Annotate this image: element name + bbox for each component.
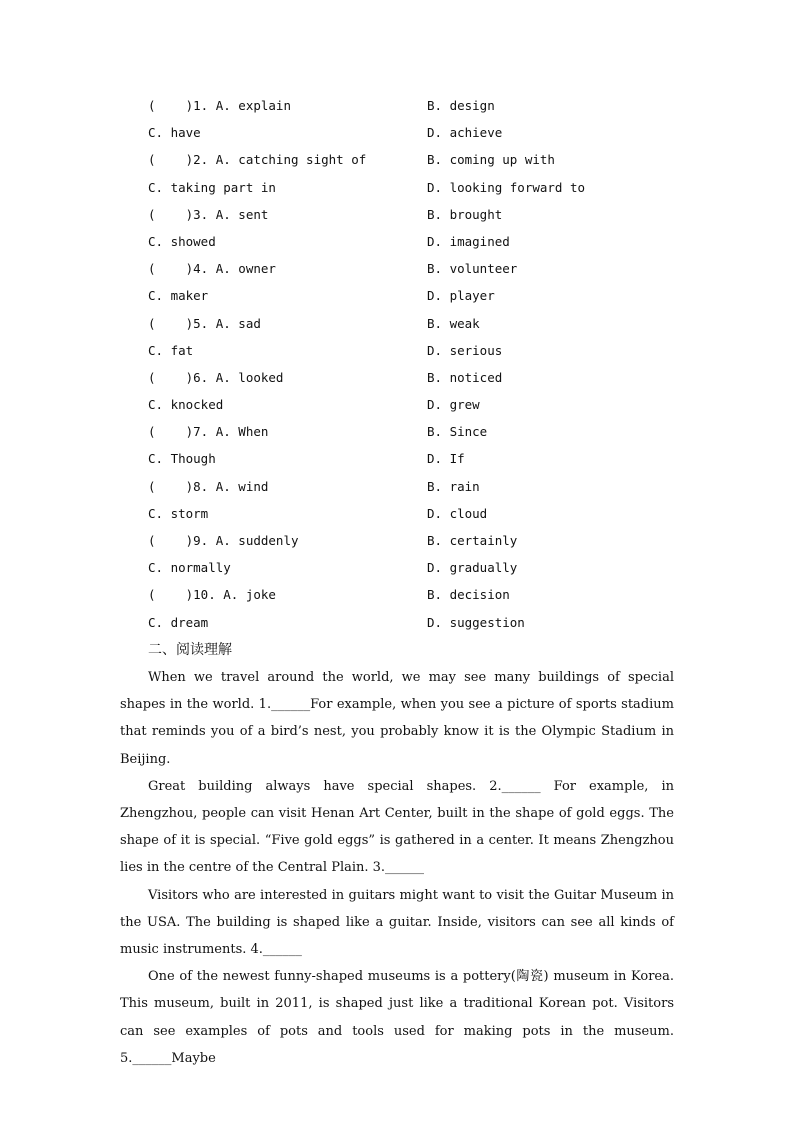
option-c: C. normally — [148, 560, 231, 576]
option-c: C. Though — [148, 451, 216, 467]
question-stem: ( )8. A. wind — [148, 478, 269, 494]
paragraph: One of the newest funny-shaped museums is a pottery(陶瓷) museum in Korea. This museum, built in 2011, is shaped just like a traditional Korean pot. Visitors can see examples of pots and tools used for making pots in the museum. 5.______Maybe — [120, 969, 675, 1066]
option-b: B. noticed — [427, 369, 503, 385]
question-stem: ( )3. A. sent — [148, 206, 269, 222]
option-b: B. decision — [427, 587, 510, 603]
question-stem: ( )9. A. suddenly — [148, 533, 299, 548]
question-row — [148, 255, 708, 282]
option-row — [148, 391, 708, 418]
option-b: B. certainly — [427, 533, 518, 548]
question-row — [148, 92, 708, 119]
option-d: D. achieve — [427, 125, 503, 141]
question-row — [148, 473, 708, 500]
option-d: D. imagined — [427, 233, 510, 249]
option-b: B. brought — [427, 206, 503, 222]
option-b: B. volunteer — [427, 261, 518, 277]
option-d: D. cloud — [427, 505, 488, 521]
option-d: D. player — [427, 288, 495, 304]
section-title: 二、阅读理解 — [148, 642, 232, 658]
option-row — [148, 445, 708, 472]
option-b: B. coming up with — [427, 152, 555, 168]
option-d: D. looking forward to — [427, 179, 586, 195]
question-row — [148, 581, 708, 608]
option-row — [148, 500, 708, 527]
question-row — [148, 201, 708, 228]
question-stem: ( )1. A. explain — [148, 98, 291, 113]
option-row — [148, 337, 708, 364]
option-b: B. weak — [427, 315, 480, 331]
question-row — [148, 527, 708, 554]
option-b: B. rain — [427, 478, 480, 494]
option-c: C. fat — [148, 342, 194, 358]
option-d: D. serious — [427, 342, 503, 358]
option-c: C. dream — [148, 614, 209, 630]
option-b: B. Since — [427, 424, 488, 440]
multiple-choice-list — [148, 92, 708, 636]
question-row — [148, 310, 708, 337]
option-d: D. suggestion — [427, 614, 525, 630]
question-stem: ( )5. A. sad — [148, 315, 261, 331]
question-row — [148, 418, 708, 445]
paragraph: When we travel around the world, we may see many buildings of special shapes in the world. 1.______For example, when you see a picture of sports stadium that reminds you of a bird’s nest, you probably know it is the Olympic Stadium in Beijing. — [120, 670, 674, 767]
option-row — [148, 119, 708, 146]
paragraph: Visitors who are interested in guitars might want to visit the Guitar Museum in the USA. The building is shaped like a guitar. Inside, visitors can see all kinds of music instruments. 4.______ — [120, 887, 674, 958]
option-c: C. taking part in — [148, 179, 276, 195]
question-stem: ( )10. A. joke — [148, 587, 276, 603]
option-c: C. knocked — [148, 397, 224, 413]
option-d: D. grew — [427, 397, 480, 413]
option-d: D. gradually — [427, 560, 518, 576]
option-c: C. have — [148, 125, 201, 141]
option-row — [148, 228, 708, 255]
option-row — [148, 174, 708, 201]
option-row — [148, 282, 708, 309]
option-d: D. If — [427, 451, 465, 467]
option-c: C. maker — [148, 288, 209, 304]
option-row — [148, 609, 708, 636]
paragraph: Great building always have special shapes. 2.______ For example, in Zhengzhou, people can visit Henan Art Center, built in the shape of gold eggs. The shape of it is special. “Five gold eggs” is gathered in a center. It means Zhengzhou lies in the centre of the Central Plain. 3.______ — [120, 778, 674, 876]
reading-passage — [120, 664, 674, 1072]
option-b: B. design — [427, 98, 495, 113]
question-stem: ( )2. A. catching sight of — [148, 152, 367, 168]
option-c: C. showed — [148, 233, 216, 249]
question-stem: ( )4. A. owner — [148, 261, 276, 277]
option-row — [148, 554, 708, 581]
question-row — [148, 364, 708, 391]
option-c: C. storm — [148, 505, 209, 521]
question-stem: ( )6. A. looked — [148, 369, 284, 385]
question-row — [148, 146, 708, 173]
question-stem: ( )7. A. When — [148, 424, 269, 440]
